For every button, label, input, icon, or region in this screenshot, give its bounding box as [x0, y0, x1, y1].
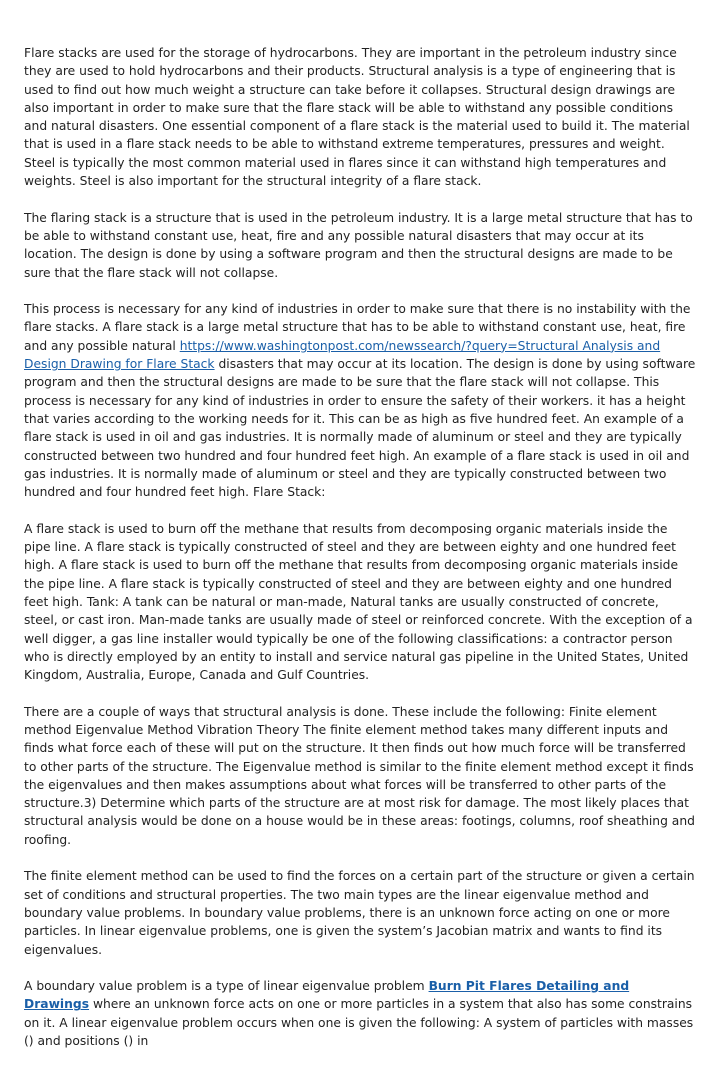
paragraph-analysis-methods: There are a couple of ways that structural analysis is done. These include the following: Finite element method Eigenvalue Method Vibration Theory The finite element method takes many different inputs and finds what force each of these will put on the structure. It then finds out how much force will be transferred to other parts of the structure. The Eigenvalue method is similar to the finite element method except it finds the eigenvalues and then makes assumptions about what forces will be transferred to other parts of the structure.3) Determine which parts of the structure are at most risk for damage. The most likely places that structural analysis would be done on a house would be in these areas: footings, columns, roof sheathing and roofing.	[24, 704, 695, 847]
paragraph-boundary-value	[24, 977, 696, 1050]
paragraph-text: where an unknown force acts on one or more particles in a system that also has some constrains on it. A linear eigenvalue problem occurs when one is given the following: A system of particles with masses () and positions () in	[24, 997, 694, 1049]
burn-pit-flares-link[interactable]: Burn Pit Flares Detailing and Drawings	[24, 979, 630, 1012]
paragraph-text: This process is necessary for any kind of industries in order to make sure that there is no instability with the flare stacks. A flare stack is a large metal structure that has to be able to withstand constant use, heat, fire and any possible natural	[24, 302, 691, 353]
paragraph-flaring-stack: The flaring stack is a structure that is used in the petroleum industry. It is a large metal structure that has to be able to withstand constant use, heat, fire and any possible natural disasters that may occur at its location. The design is done by using a software program and then the structural designs are made to be sure that the flare stack will not collapse.	[24, 210, 693, 280]
paragraph-burn-methane: A flare stack is used to burn off the methane that results from decomposing organic materials inside the pipe line. A flare stack is typically constructed of steel and they are between eighty and one hundred feet high. A flare stack is used to burn off the methane that results from decomposing organic materials inside the pipe line. A flare stack is typically constructed of steel and they are between eighty and one hundred feet high. Tank: A tank can be natural or man-made, Natural tanks are usually constructed of concrete, steel, or cast iron. Man-made tanks are usually made of steel or reinforced concrete. With the exception of a well digger, a gas line installer would typically be one of the following classifications: a contractor person who is directly employed by an entity to install and service natural gas pipeline in the United States, United Kingdom, Australia, Europe, Canada and Gulf Countries.	[24, 521, 693, 683]
paragraph-process-necessary	[24, 300, 696, 501]
paragraph-finite-element: The finite element method can be used to find the forces on a certain part of the structure or given a certain set of conditions and structural properties. The two main types are the linear eigenvalue method and boundary value problems. In boundary value problems, there is an unknown force acting on one or more particles. In linear eigenvalue problems, one is given the system’s Jacobian matrix and wants to find its eigenvalues.	[24, 869, 695, 957]
paragraph-text: disasters that may occur at its location. The design is done by using software program and then the structural designs are made to be sure that the flare stack will not collapse. This process is necessary for any kind of industries in order to ensure the safety of their workers. it has a height that varies according to the working needs for it. This can be as high as five hundred feet. An example of a flare stack is used in oil and gas industries. It is normally made of aluminum or steel and they are typically constructed between two hundred and four hundred feet high. An example of a flare stack is used in oil and gas industries. It is normally made of aluminum or steel and they are typically constructed between two hundred and four hundred feet high. Flare Stack:	[24, 357, 696, 500]
paragraph-text: A boundary value problem is a type of linear eigenvalue problem	[24, 979, 429, 994]
article-body	[24, 44, 696, 1069]
paragraph-flare-stack-intro: Flare stacks are used for the storage of hydrocarbons. They are important in the petroleum industry since they are used to hold hydrocarbons and their products. Structural analysis is a type of engineering that is used to find out how much weight a structure can take before it collapses. Structural design drawings are also important in order to make sure that the flare stack will be able to withstand any possible conditions and natural disasters. One essential component of a flare stack is the material used to build it. The material that is used in a flare stack needs to be able to withstand extreme temperatures, pressures and weight. Steel is typically the most common material used in flares since it can withstand high temperatures and weights. Steel is also important for the structural integrity of a flare stack.	[24, 46, 690, 189]
washingtonpost-search-link[interactable]: https://www.washingtonpost.com/newssearch/?query=Structural Analysis and Design Drawing for Flare Stack	[24, 338, 661, 372]
